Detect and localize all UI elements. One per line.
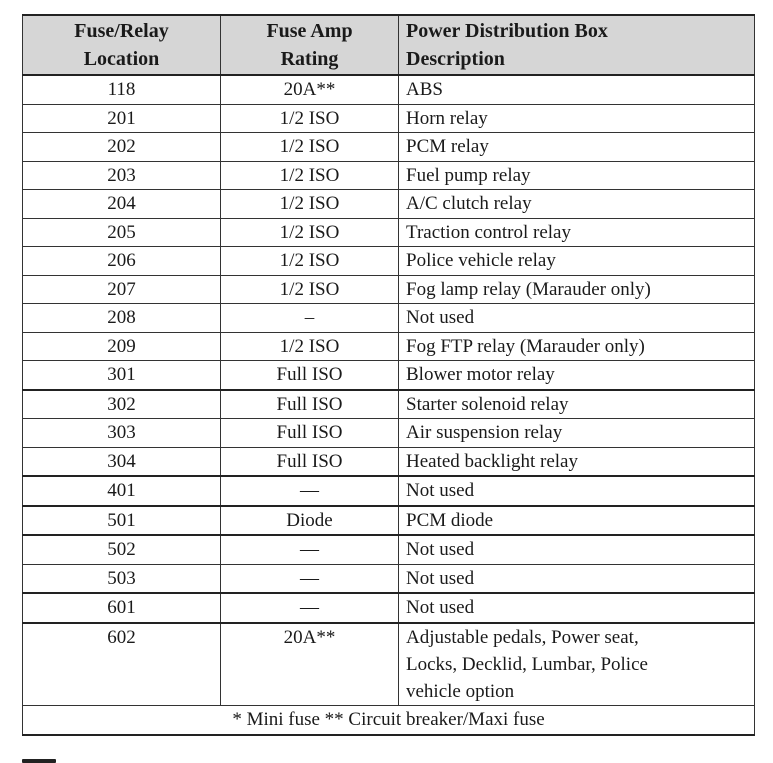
table-row bbox=[23, 390, 755, 419]
description-line: Not used bbox=[406, 480, 475, 501]
cell-location: 209 bbox=[23, 332, 221, 361]
next-page-heading-fragment bbox=[22, 754, 62, 763]
description-line: PCM diode bbox=[406, 509, 494, 531]
cell-description bbox=[399, 304, 755, 333]
description-line: ABS bbox=[406, 79, 443, 100]
power-distribution-box-table bbox=[22, 14, 755, 736]
header-location-line-1: Fuse/Relay bbox=[74, 20, 169, 42]
cell-description bbox=[399, 476, 755, 506]
cell-rating: 20A** bbox=[221, 75, 399, 104]
cell-location: 301 bbox=[23, 361, 221, 390]
table-row bbox=[23, 506, 755, 536]
table-row bbox=[23, 476, 755, 506]
cell-description bbox=[399, 361, 755, 390]
table-row bbox=[23, 535, 755, 564]
description-line: PCM relay bbox=[406, 136, 489, 157]
description-line: A/C clutch relay bbox=[406, 193, 532, 214]
cell-description bbox=[399, 104, 755, 133]
table-row bbox=[23, 564, 755, 593]
cell-rating: 1/2 ISO bbox=[221, 104, 399, 133]
cell-location: 303 bbox=[23, 419, 221, 448]
cell-rating: Full ISO bbox=[221, 419, 399, 448]
table-row bbox=[23, 593, 755, 623]
cell-location: 502 bbox=[23, 535, 221, 564]
table-row bbox=[23, 190, 755, 219]
cell-location: 302 bbox=[23, 390, 221, 419]
cell-rating: Diode bbox=[221, 506, 399, 536]
cell-location: 601 bbox=[23, 593, 221, 623]
cell-rating: Full ISO bbox=[221, 390, 399, 419]
cell-rating: 1/2 ISO bbox=[221, 275, 399, 304]
cell-description bbox=[399, 390, 755, 419]
table-row bbox=[23, 247, 755, 276]
cell-rating: — bbox=[221, 535, 399, 564]
description-line: Adjustable pedals, Power seat, bbox=[406, 626, 639, 648]
description-line: Fuel pump relay bbox=[406, 164, 531, 186]
table-row bbox=[23, 133, 755, 162]
description-line: Horn relay bbox=[406, 107, 488, 129]
cell-description bbox=[399, 218, 755, 247]
footnote-row bbox=[23, 705, 755, 735]
header-location bbox=[23, 15, 221, 75]
cell-location: 503 bbox=[23, 564, 221, 593]
table-footer bbox=[23, 705, 755, 735]
footnote: * Mini fuse ** Circuit breaker/Maxi fuse bbox=[23, 705, 755, 735]
description-line: Not used bbox=[406, 307, 475, 328]
header-rating-line-2: Rating bbox=[280, 48, 339, 70]
table-row bbox=[23, 419, 755, 448]
description-line: Not used bbox=[406, 539, 475, 560]
cell-description bbox=[399, 564, 755, 593]
table-row bbox=[23, 275, 755, 304]
cell-description bbox=[399, 133, 755, 162]
header-row bbox=[23, 15, 755, 75]
table-row bbox=[23, 447, 755, 476]
cell-description bbox=[399, 190, 755, 219]
cell-description bbox=[399, 593, 755, 623]
description-line: Traction control relay bbox=[406, 221, 571, 243]
cell-rating: 1/2 ISO bbox=[221, 190, 399, 219]
cell-rating: 1/2 ISO bbox=[221, 247, 399, 276]
cell-description bbox=[399, 275, 755, 304]
cell-location: 602 bbox=[23, 623, 221, 706]
description-line: Heated backlight relay bbox=[406, 450, 578, 472]
cell-rating: — bbox=[221, 593, 399, 623]
description-line: Fog FTP relay (Marauder only) bbox=[406, 335, 645, 357]
cell-description bbox=[399, 447, 755, 476]
table-row bbox=[23, 218, 755, 247]
description-line: Air suspension relay bbox=[406, 422, 563, 443]
header-description-line-2: Description bbox=[406, 48, 505, 70]
cell-description bbox=[399, 419, 755, 448]
description-line: Fog lamp relay (Marauder only) bbox=[406, 278, 651, 300]
header-location-line-2: Location bbox=[83, 48, 160, 70]
table-header bbox=[23, 15, 755, 75]
table-row bbox=[23, 104, 755, 133]
cell-rating: Full ISO bbox=[221, 361, 399, 390]
cell-location: 206 bbox=[23, 247, 221, 276]
cell-rating: — bbox=[221, 476, 399, 506]
description-line: Not used bbox=[406, 567, 475, 589]
table-row bbox=[23, 361, 755, 390]
cell-location: 204 bbox=[23, 190, 221, 219]
cell-location: 203 bbox=[23, 161, 221, 190]
description-line: Starter solenoid relay bbox=[406, 393, 569, 415]
cell-location: 118 bbox=[23, 75, 221, 104]
cell-location: 205 bbox=[23, 218, 221, 247]
cell-location: 401 bbox=[23, 476, 221, 506]
table-row bbox=[23, 623, 755, 706]
cell-rating: 1/2 ISO bbox=[221, 133, 399, 162]
cell-description bbox=[399, 332, 755, 361]
cell-location: 304 bbox=[23, 447, 221, 476]
description-line: vehicle option bbox=[406, 680, 515, 702]
cell-rating: — bbox=[221, 564, 399, 593]
table-row bbox=[23, 332, 755, 361]
header-rating bbox=[221, 15, 399, 75]
description-line: Blower motor relay bbox=[406, 364, 555, 385]
cell-location: 201 bbox=[23, 104, 221, 133]
cell-description bbox=[399, 161, 755, 190]
table-row bbox=[23, 304, 755, 333]
cell-description bbox=[399, 506, 755, 536]
cell-description bbox=[399, 75, 755, 104]
cell-rating: 20A** bbox=[221, 623, 399, 706]
cell-description bbox=[399, 535, 755, 564]
table-row bbox=[23, 161, 755, 190]
cell-location: 501 bbox=[23, 506, 221, 536]
cell-location: 208 bbox=[23, 304, 221, 333]
cell-location: 207 bbox=[23, 275, 221, 304]
header-description bbox=[399, 15, 755, 75]
table-row bbox=[23, 75, 755, 104]
cell-description bbox=[399, 247, 755, 276]
description-line: Not used bbox=[406, 597, 475, 618]
header-rating-line-1: Fuse Amp bbox=[266, 20, 353, 42]
fuse-relay-document bbox=[22, 14, 754, 736]
cell-rating: Full ISO bbox=[221, 447, 399, 476]
table-body bbox=[23, 75, 755, 705]
header-description-line-1: Power Distribution Box bbox=[406, 20, 608, 42]
cell-rating: 1/2 ISO bbox=[221, 161, 399, 190]
description-line: Locks, Decklid, Lumbar, Police bbox=[406, 653, 648, 675]
cell-description bbox=[399, 623, 755, 706]
cell-location: 202 bbox=[23, 133, 221, 162]
description-line: Police vehicle relay bbox=[406, 250, 556, 271]
cell-rating: 1/2 ISO bbox=[221, 332, 399, 361]
cell-rating: – bbox=[221, 304, 399, 333]
cell-rating: 1/2 ISO bbox=[221, 218, 399, 247]
